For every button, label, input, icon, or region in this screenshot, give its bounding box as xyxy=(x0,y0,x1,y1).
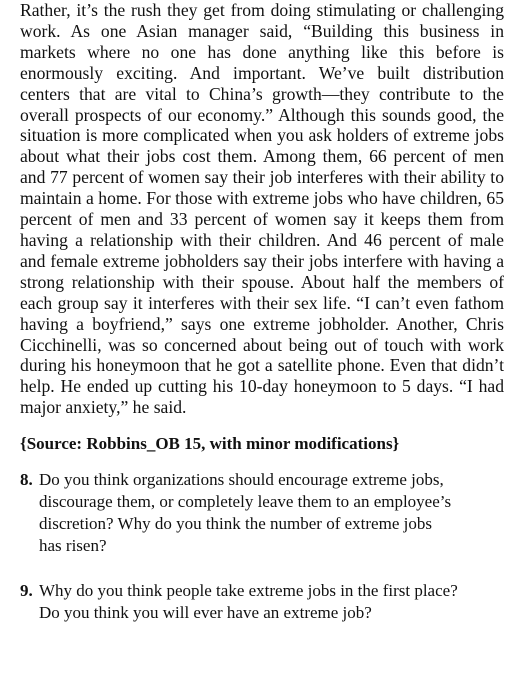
question-9 xyxy=(20,580,504,624)
question-8 xyxy=(20,469,504,557)
question-number: 9. xyxy=(20,581,33,601)
source-citation: {Source: Robbins_OB 15, with minor modifications} xyxy=(20,434,400,454)
question-line: discretion? Why do you think the number of extreme jobs xyxy=(39,514,432,534)
document-page xyxy=(20,0,504,624)
question-line: Why do you think people take extreme jobs in the first place? xyxy=(39,581,458,601)
question-line: Do you think you will ever have an extreme job? xyxy=(39,603,372,623)
question-line: discourage them, or completely leave them to an employee’s xyxy=(39,492,452,512)
body-paragraph: Rather, it’s the rush they get from doing stimulating or challenging work. As one Asian manager said, “Building this business in markets where no one has done anything like this before is enormously exciting. And important. We’ve built distribution centers that are vital to China’s growth—they contribute to the overall prospects of our economy.” Although this sounds good, the situation is more complicated when you ask holders of extreme jobs about what their jobs cost them. Among them, 66 percent of men and 77 percent of women say their job interferes with their ability to maintain a home. For those with extreme jobs who have children, 65 percent of men and 33 percent of women say it keeps them from having a relationship with their children. And 46 percent of male and female extreme jobholders say their jobs interfere with having a strong relationship with their spouse. About half the members of each group say it interferes with their sex life. “I can’t even fathom having a boyfriend,” says one extreme jobholder. Another, Chris Cicchinelli, was so concerned about being out of touch with work during his honeymoon that he got a satellite phone. Even that didn’t help. He ended up cutting his 10-day honeymoon to 5 days. “I had major anxiety,” he said. xyxy=(20,0,504,418)
question-line: has risen? xyxy=(39,536,107,556)
question-line: Do you think organizations should encourage extreme jobs, xyxy=(39,470,444,490)
question-number: 8. xyxy=(20,470,33,490)
